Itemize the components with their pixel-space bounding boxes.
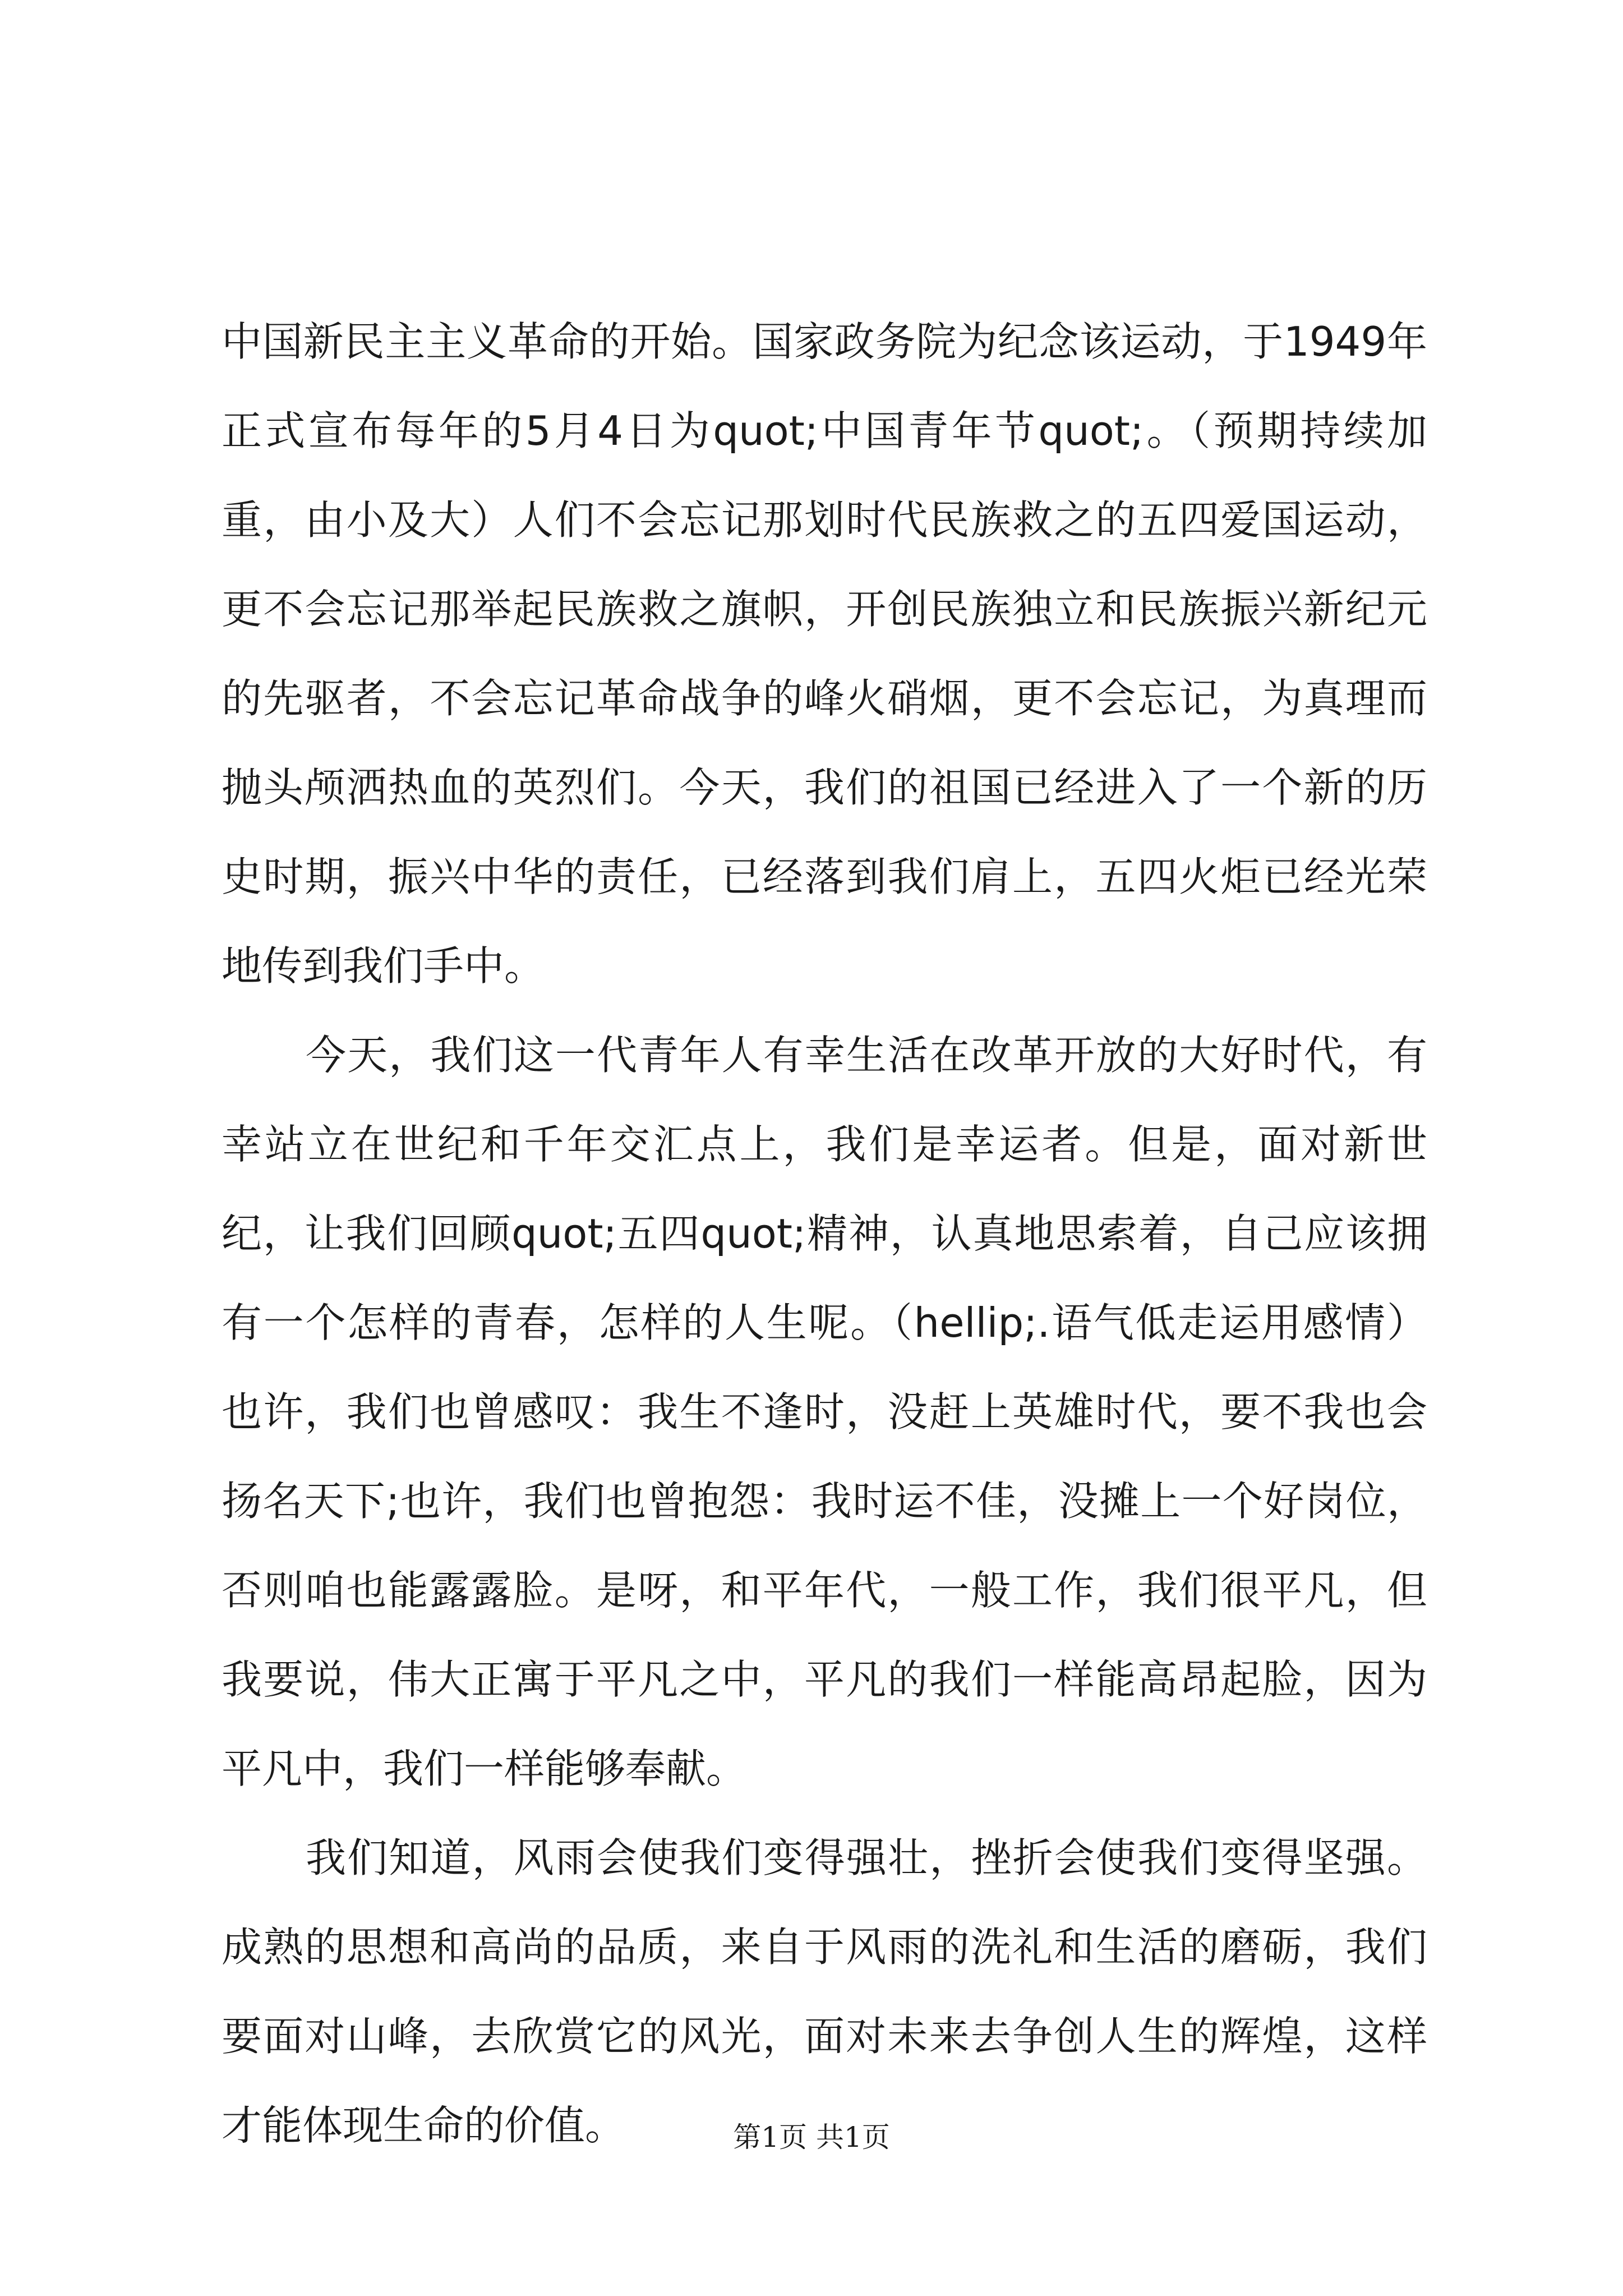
paragraph-2: 今天，我们这一代青年人有幸生活在改革开放的大好时代，有幸站立在世纪和千年交汇点上，我们是幸运者。但是，面对新世纪，让我们回顾quot;五四quot;精神，认真地思索着，自己应该拥有一个怎样的青春，怎样的人生呢。（hellip;.语气低走运用感情）也许，我们也曾感叹：我生不逢时，没赶上英雄时代，要不我也会扬名天下;也许，我们也曾抱怨：我时运不佳，没摊上一个好岗位，否则咱也能露露脸。是呀，和平年代，一般工作，我们很平凡，但我要说，伟大正寓于平凡之中，平凡的我们一样能高昂起脸，因为平凡中，我们一样能够奉献。 xyxy=(222,1032,1427,1792)
paragraph-3: 我们知道，风雨会使我们变得强壮，挫折会使我们变得坚强。成熟的思想和高尚的品质，来自于风雨的洗礼和生活的磨砺，我们要面对山峰，去欣赏它的风光，面对未来去争创人生的辉煌，这样才能体现生命的价值。 xyxy=(222,1834,1427,2149)
page-footer: 第1页 共1页 xyxy=(733,2121,890,2154)
paragraph-1: 中国新民主主义革命的开始。国家政务院为纪念该运动，于1949年正式宣布每年的5月4日为quot;中国青年节quot;。（预期持续加重，由小及大）人们不会忘记那划时代民族救之的五四爱国运动，更不会忘记那举起民族救之旗帜，开创民族独立和民族振兴新纪元的先驱者，不会忘记革命战争的峰火硝烟，更不会忘记，为真理而抛头颅洒热血的英烈们。今天，我们的祖国已经进入了一个新的历史时期，振兴中华的责任，已经落到我们肩上，五四火炬已经光荣地传到我们手中。 xyxy=(222,318,1427,990)
document-body xyxy=(222,297,1427,2170)
